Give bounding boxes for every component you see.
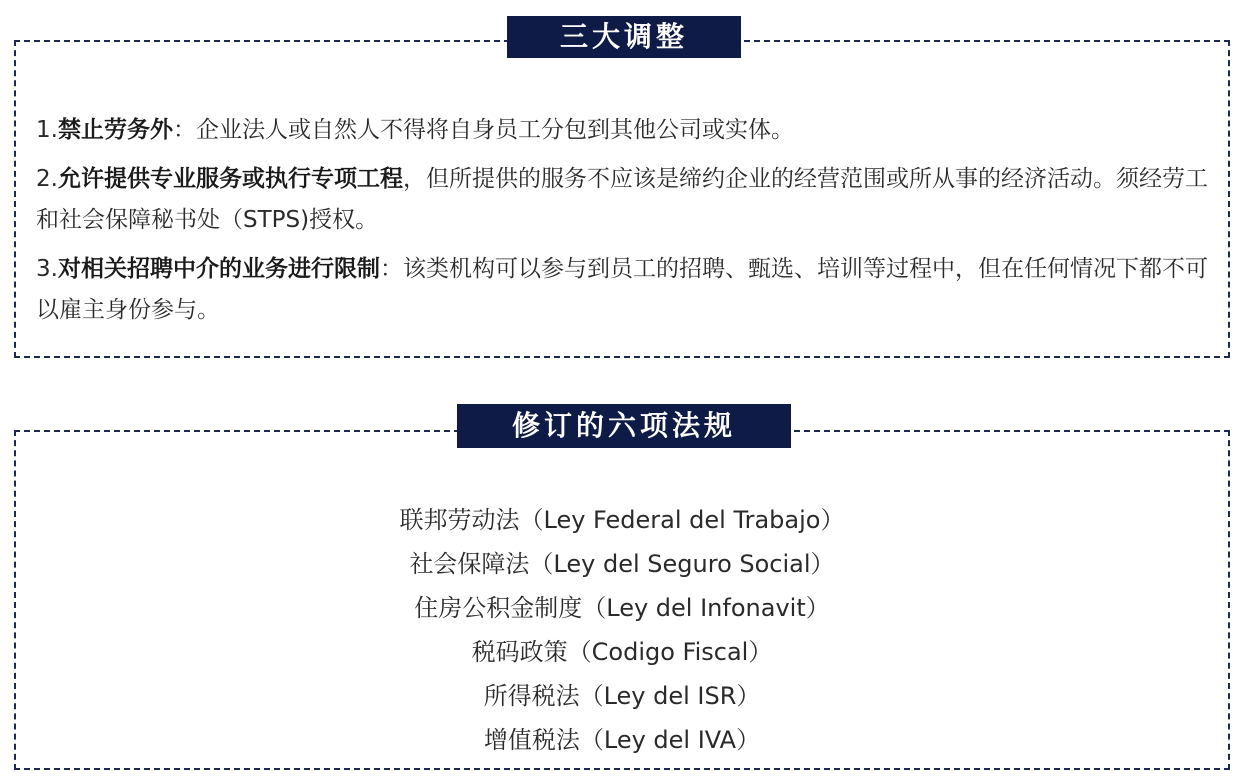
adjustment-item-1 bbox=[36, 110, 1214, 151]
adjustments-list bbox=[36, 110, 1214, 339]
adjustment-item-3 bbox=[36, 249, 1214, 331]
regulation-item: 所得税法（Ley del ISR） bbox=[483, 682, 761, 710]
adjustment-item-2 bbox=[36, 159, 1214, 241]
regulation-item: 税码政策（Codigo Fiscal） bbox=[471, 638, 773, 666]
item-text: ，但所提供的服务不应该是缔约企业的经营范围或所从事的经济活动。须经劳工和社会保障秘书处（STPS)授权。 bbox=[36, 166, 1208, 233]
regulations-section-title: 修订的六项法规 bbox=[457, 404, 791, 448]
regulation-item: 住房公积金制度（Ley del Infonavit） bbox=[414, 594, 830, 622]
item-number: 1. bbox=[36, 117, 58, 143]
regulation-item: 联邦劳动法（Ley Federal del Trabajo） bbox=[399, 506, 845, 534]
regulation-item: 社会保障法（Ley del Seguro Social） bbox=[409, 550, 835, 578]
adjustments-section bbox=[14, 40, 1230, 358]
item-text: ：企业法人或自然人不得将自身员工分包到其他公司或实体。 bbox=[172, 117, 794, 143]
item-number: 3. bbox=[36, 256, 58, 282]
adjustments-section-title: 三大调整 bbox=[507, 16, 741, 58]
regulations-list bbox=[16, 498, 1228, 762]
item-text: ：该类机构可以参与到员工的招聘、甄选、培训等过程中，但在任何情况下都不可以雇主身份参与。 bbox=[36, 256, 1208, 323]
regulations-section bbox=[14, 430, 1230, 770]
item-number: 2. bbox=[36, 166, 58, 192]
regulation-item: 增值税法（Ley del IVA） bbox=[483, 726, 761, 754]
item-heading: 对相关招聘中介的业务进行限制 bbox=[57, 256, 380, 282]
item-heading: 禁止劳务外 bbox=[57, 117, 173, 143]
item-heading: 允许提供专业服务或执行专项工程 bbox=[57, 166, 403, 192]
